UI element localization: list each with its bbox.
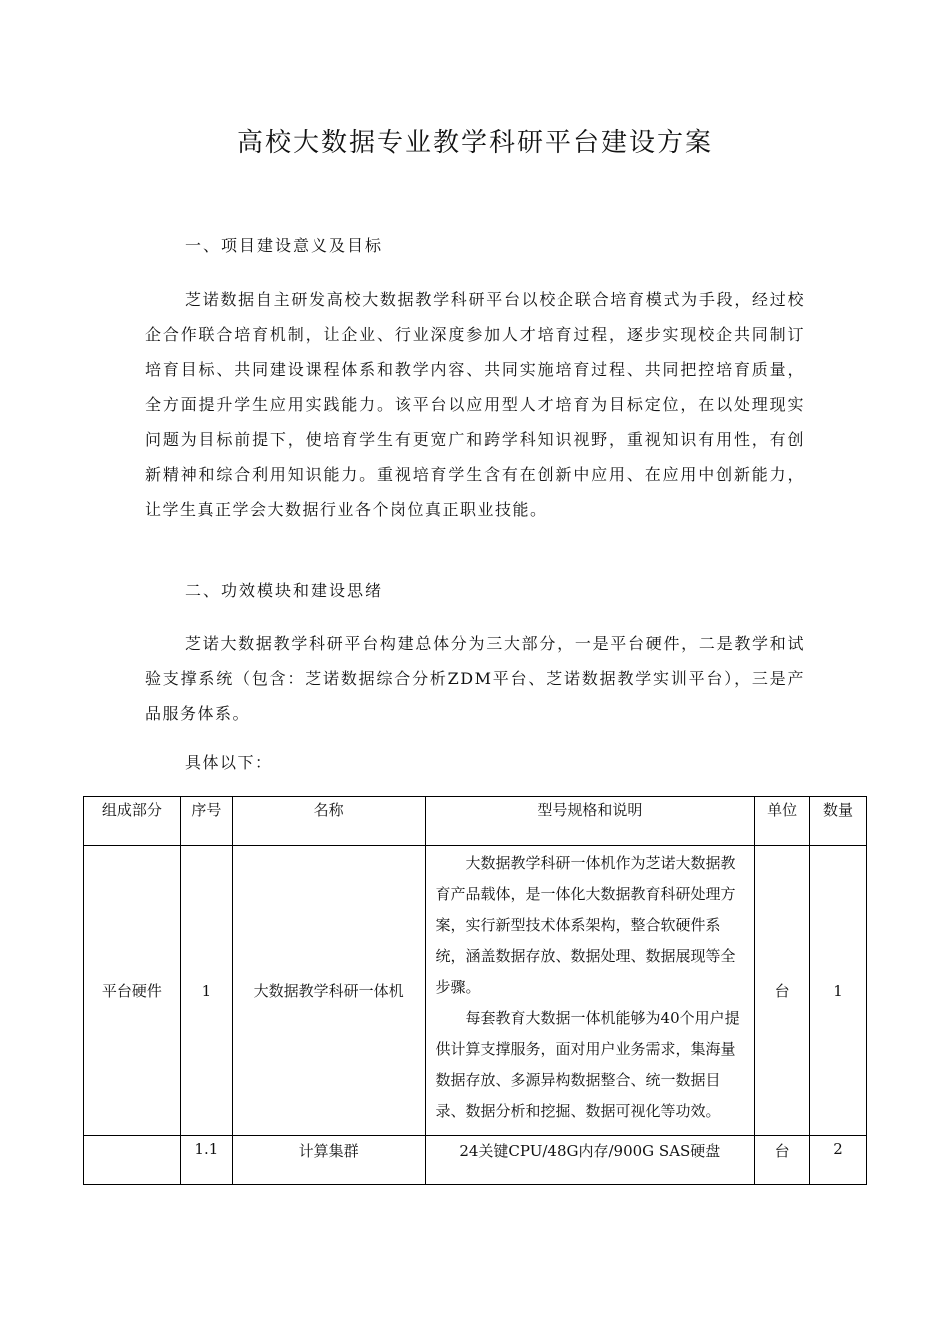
header-qty: 数量	[810, 797, 867, 846]
cell-unit: 台	[755, 1136, 810, 1185]
cell-qty: 1	[810, 846, 867, 1136]
header-no: 序号	[180, 797, 232, 846]
table-header-row	[84, 797, 867, 846]
section-heading-2: 二、功效模块和建设思绪	[185, 581, 384, 600]
cell-no: 1	[180, 846, 232, 1136]
header-spec: 型号规格和说明	[425, 797, 755, 846]
spec-paragraph-1: 大数据教学科研一体机作为芝诺大数据教育产品载体，是一体化大数据教育科研处理方案，实行新型技术体系架构，整合软硬件系统，涵盖数据存放、数据处理、数据展现等全步骤。	[435, 854, 736, 996]
header-part: 组成部分	[84, 797, 181, 846]
document-title: 高校大数据专业教学科研平台建设方案	[236, 128, 713, 158]
header-name: 名称	[232, 797, 425, 846]
table-row	[84, 846, 867, 1136]
section-paragraph-2: 芝诺大数据教学科研平台构建总体分为三大部分，一是平台硬件，二是教学和试验支撑系统（包含：芝诺数据综合分析ZDM平台、芝诺数据教学实训平台），三是产品服务体系。	[145, 634, 805, 723]
cell-spec: 24关键CPU/48G内存/900G SAS硬盘	[425, 1136, 755, 1185]
cell-name: 计算集群	[232, 1136, 425, 1185]
cell-spec	[425, 846, 755, 1136]
cell-qty: 2	[810, 1136, 867, 1185]
cell-part: 平台硬件	[84, 846, 181, 1136]
cell-unit: 台	[755, 846, 810, 1136]
lead-text: 具体以下：	[185, 753, 273, 772]
cell-no: 1.1	[180, 1136, 232, 1185]
cell-name: 大数据教学科研一体机	[232, 846, 425, 1136]
cell-part	[84, 1136, 181, 1185]
section-heading-1: 一、项目建设意义及目标	[185, 236, 384, 255]
section-paragraph-1: 芝诺数据自主研发高校大数据教学科研平台以校企联合培育模式为手段，经过校企合作联合培育机制，让企业、行业深度参加人才培育过程，逐步实现校企共同制订培育目标、共同建设课程体系和教学内容、共同实施培育过程、共同把控培育质量，全方面提升学生应用实践能力。该平台以应用型人才培育为目标定位，在以处理现实问题为目标前提下，使培育学生有更宽广和跨学科知识视野，重视知识有用性，有创新精神和综合利用知识能力。重视培育学生含有在创新中应用、在应用中创新能力，让学生真正学会大数据行业各个岗位真正职业技能。	[145, 290, 805, 519]
header-unit: 单位	[755, 797, 810, 846]
spec-table	[83, 796, 867, 1185]
spec-paragraph-2: 每套教育大数据一体机能够为40个用户提供计算支撑服务，面对用户业务需求，集海量数据存放、多源异构数据整合、统一数据目录、数据分析和挖掘、数据可视化等功效。	[435, 1009, 740, 1120]
table-row	[84, 1136, 867, 1185]
